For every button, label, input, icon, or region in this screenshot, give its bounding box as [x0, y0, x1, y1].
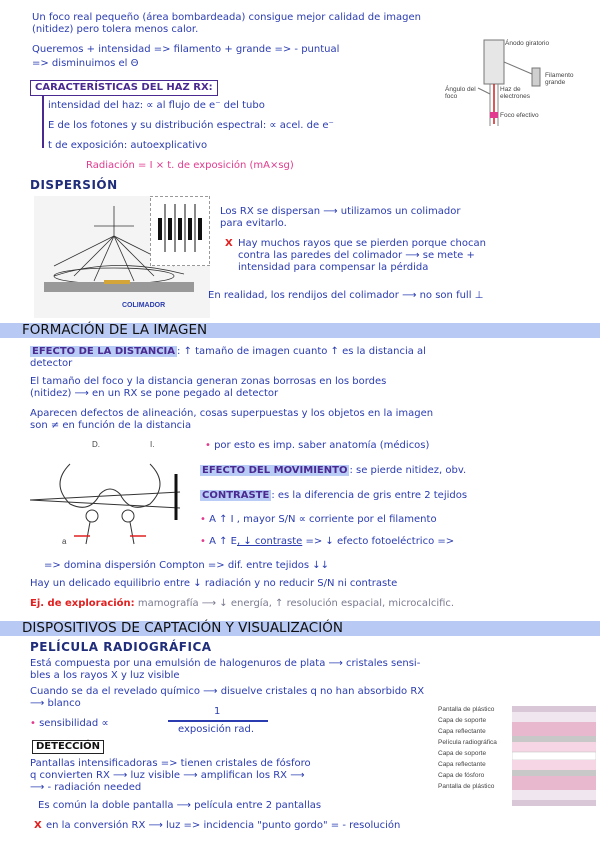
layer-label: Pantalla de plástico — [438, 783, 495, 790]
pelvis-label-d: D. — [92, 440, 100, 449]
anatomy-note-text: por esto es imp. saber anatomía (médicos) — [214, 440, 430, 451]
distance-effect-text-2: detector — [30, 358, 73, 369]
distance-effect-text: : ↑ tamaño de imagen cuanto ↑ es la distancia al — [177, 346, 426, 357]
film-line-3: Cuando se da el revelado químico ⟶ disuelve cristales q no han absorbido RX — [30, 686, 425, 697]
example-line — [30, 598, 454, 610]
layer-label: Capa reflectante — [438, 761, 486, 768]
formation-line-4: son ≠ en función de la distancia — [30, 420, 192, 431]
characteristic-1: intensidad del haz: ∝ al flujo de e⁻ del tubo — [48, 100, 265, 111]
sensitivity-formula: • sensibilidad ∝ — [30, 718, 109, 729]
sensitivity-denominator: exposición rad. — [178, 724, 255, 735]
contrast-text: : es la diferencia de gris entre 2 tejidos — [271, 490, 468, 501]
formation-line-5: => domina dispersión Compton => dif. entre tejidos ↓↓ — [44, 560, 329, 571]
contrast-bullet-2a: A ↑ E — [209, 536, 237, 547]
contrast-bullet-1: • A ↑ I , mayor S/N ∝ corriente por el filamento — [200, 514, 437, 525]
dispersion-line-4: contra las paredes del colimador ⟶ se mete + — [238, 250, 475, 261]
example-label: Ej. de exploración: — [30, 598, 135, 609]
radiation-formula: Radiación = I × t. de exposición (mA×sg) — [86, 160, 294, 171]
dispersion-line-6: En realidad, los rendijos del colimador ⟶ no son full ⊥ — [208, 290, 484, 301]
movement-line — [200, 465, 466, 477]
collimator-label: COLIMADOR — [122, 302, 166, 309]
movement-text: : se pierde nitidez, obv. — [349, 465, 467, 476]
formation-line-3: Aparecen defectos de alineación, cosas superpuestas y los objetos en la imagen — [30, 408, 434, 419]
characteristics-bracket — [42, 96, 44, 148]
contrast-line — [200, 490, 467, 502]
intro-line-2: (nitidez) pero tolera menos calor. — [32, 24, 199, 35]
effective-focus-label: Foco efectivo — [500, 112, 539, 119]
detection-line-7: ⟶ - radiación needed — [30, 782, 142, 793]
distance-effect-label: EFECTO DE LA DISTANCIA — [32, 346, 176, 357]
layer-label: Capa de soporte — [438, 717, 487, 724]
collimator-diagram — [150, 196, 210, 266]
anatomy-note: • por esto es imp. saber anatomía (médicos) — [205, 440, 430, 451]
movement-label: EFECTO DEL MOVIMIENTO — [202, 465, 348, 476]
dispersion-line-5: intensidad para compensar la pérdida — [238, 262, 429, 273]
anode-label: Ánodo giratorio — [505, 40, 550, 47]
layer-label: Capa reflectante — [438, 728, 486, 735]
detection-line-8: Es común la doble pantalla ⟶ película entre 2 pantallas — [38, 800, 322, 811]
dispersion-line-1: Los RX se dispersan ⟶ utilizamos un colimador — [220, 206, 461, 217]
intro-line-3: Queremos + intensidad => filamento + grande => - puntual — [32, 44, 340, 55]
contrast-bullet-2: • A ↑ E, ↓ contraste => ↓ efecto fotoeléctrico => — [200, 536, 455, 547]
example-text: mamografía ⟶ ↓ energía, ↑ resolución espacial, microcalcific. — [137, 598, 455, 609]
beam-label: Haz de electrones — [500, 86, 530, 100]
detection-line-6: q convierten RX ⟶ luz visible ⟶ amplifican los RX ⟶ — [30, 770, 305, 781]
detection-line-5: Pantallas intensificadoras => tienen cristales de fósforo — [30, 758, 311, 769]
dispersion-x-mark: X — [225, 238, 233, 249]
screen-layer-diagram — [512, 706, 596, 806]
dispersion-line-3: Hay muchos rayos que se pierden porque chocan — [238, 238, 486, 249]
pelvis-label-a: a — [62, 537, 67, 546]
pelvis-label-i: I. — [150, 440, 155, 449]
detection-line-9: en la conversión RX ⟶ luz => incidencia "punto gordo" = - resolución — [46, 820, 401, 831]
formation-section-title: FORMACIÓN DE LA IMAGEN — [22, 322, 208, 338]
distance-effect-line — [30, 346, 426, 358]
layer-label: Capa de soporte — [438, 750, 487, 757]
formation-line-6: Hay un delicado equilibrio entre ↓ radiación y no reducir S/N ni contraste — [30, 578, 398, 589]
characteristics-title: CARACTERÍSTICAS DEL HAZ RX: — [30, 80, 218, 96]
characteristic-2: E de los fotones y su distribución espectral: ∝ acel. de e⁻ — [48, 120, 334, 131]
formation-line-1: El tamaño del foco y la distancia generan zonas borrosas en los bordes — [30, 376, 387, 387]
sensitivity-numerator: 1 — [214, 706, 221, 717]
film-line-4: ⟶ blanco — [30, 698, 81, 709]
intro-line-1: Un foco real pequeño (área bombardeada) consigue mejor calidad de imagen — [32, 12, 421, 23]
sensitivity-label: sensibilidad ∝ — [39, 718, 109, 729]
dispersion-title: DISPERSIÓN — [30, 178, 118, 192]
contrast-bullet-2b: , ↓ contraste — [236, 536, 303, 547]
detection-x-mark: X — [34, 820, 42, 831]
film-line-1: Está compuesta por una emulsión de halogenuros de plata ⟶ cristales sensi- — [30, 658, 421, 669]
film-title: PELÍCULA RADIOGRÁFICA — [30, 640, 212, 654]
contrast-bullet-1-text: A ↑ I , mayor S/N ∝ corriente por el filamento — [209, 514, 437, 525]
film-line-2: bles a los rayos X y luz visible — [30, 670, 180, 681]
screen-layer-labels — [438, 706, 510, 794]
layer-label: Película radiográfica — [438, 739, 497, 746]
filament-label: Filamento grande — [545, 72, 574, 86]
devices-section-title: DISPOSITIVOS DE CAPTACIÓN Y VISUALIZACIÓN — [22, 620, 343, 636]
layer-label: Pantalla de plástico — [438, 706, 495, 713]
layer-label: Capa de fósforo — [438, 772, 485, 779]
contrast-label: CONTRASTE — [202, 490, 270, 501]
pelvis-diagram — [30, 444, 190, 556]
angle-label: Ángulo del foco — [445, 86, 476, 100]
dispersion-line-2: para evitarlo. — [220, 218, 287, 229]
characteristic-3: t de exposición: autoexplicativo — [48, 140, 208, 151]
formation-line-2: (nitidez) ⟶ en un RX se pone pegado al detector — [30, 388, 279, 399]
detection-title: DETECCIÓN — [32, 740, 104, 754]
intro-line-4: => disminuimos el Θ — [32, 58, 139, 69]
sensitivity-fraction-bar — [168, 720, 268, 722]
contrast-bullet-2c: => ↓ efecto fotoeléctrico => — [305, 536, 455, 547]
